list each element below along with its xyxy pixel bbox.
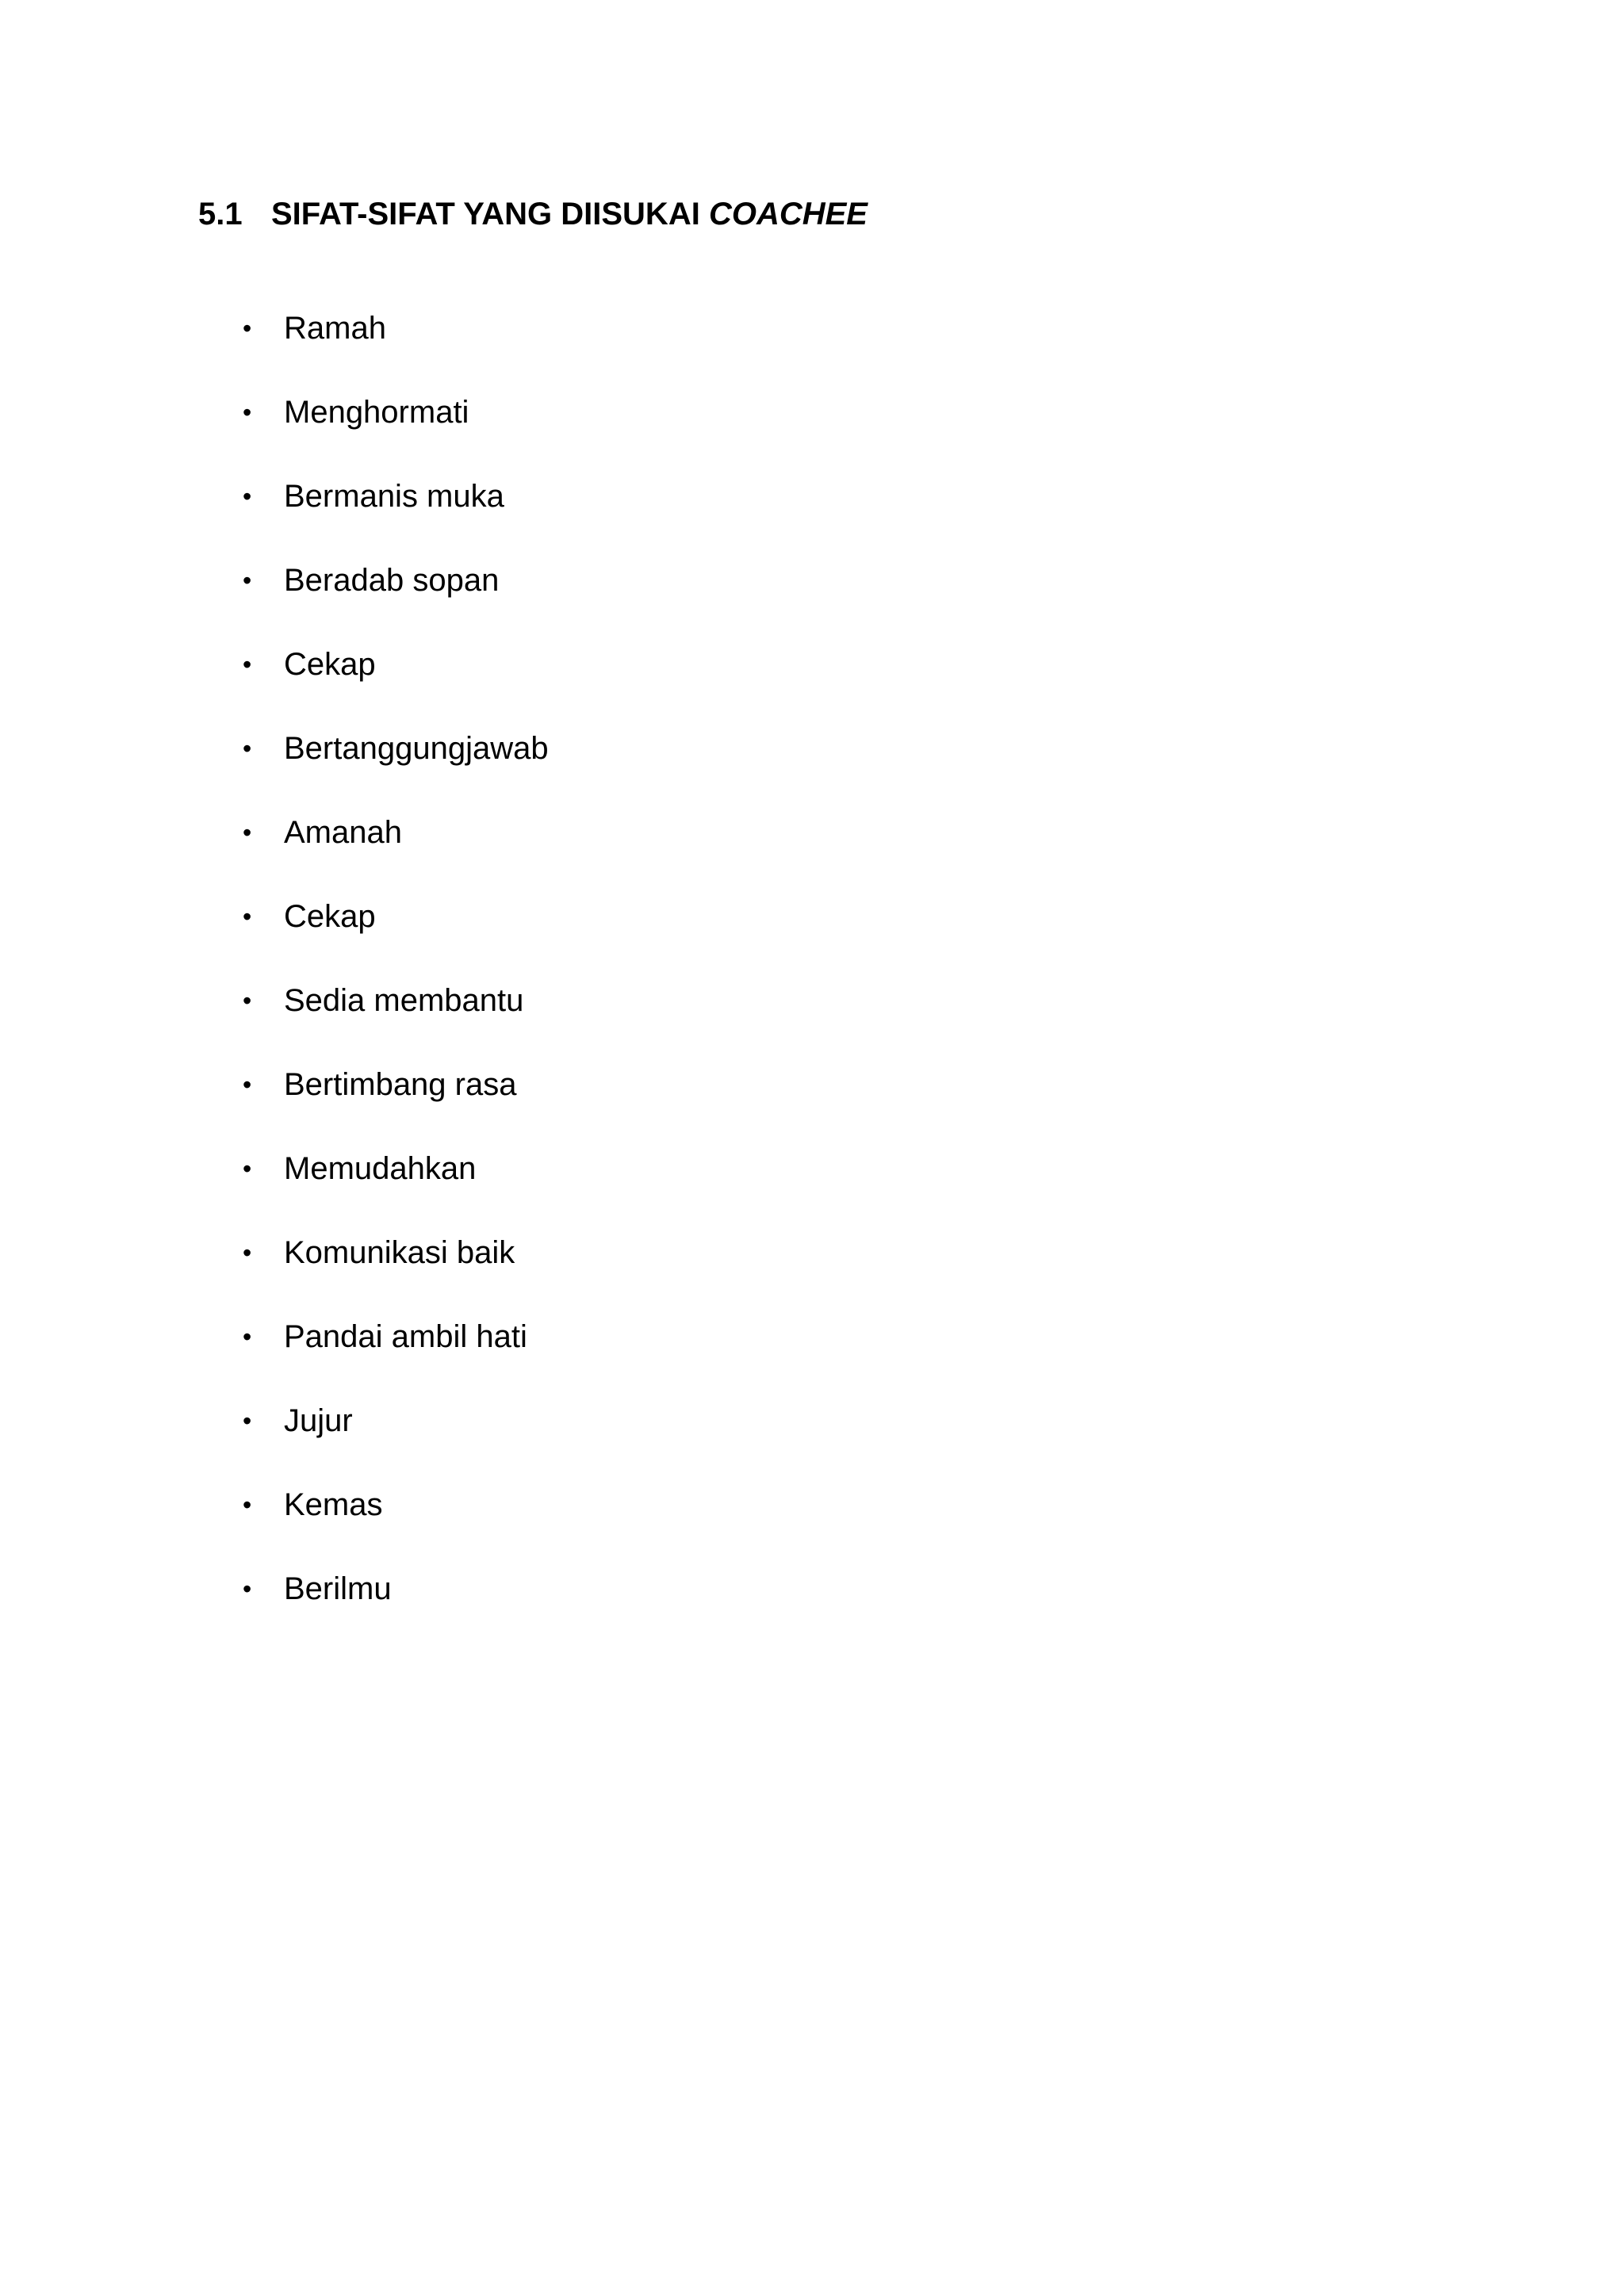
section-title-italic: COACHEE (708, 197, 868, 232)
section-title: SIFAT-SIFAT YANG DIISUKAI (271, 197, 709, 232)
bullet-icon: • (243, 902, 252, 931)
bullet-icon: • (243, 398, 252, 427)
list-item (243, 1565, 549, 1649)
list-item-label: Menghormati (284, 395, 469, 430)
list-item-label: Cekap (284, 647, 376, 682)
list-item-label: Pandai ambil hati (284, 1319, 527, 1354)
trait-list (243, 304, 549, 1649)
list-item (243, 1229, 549, 1313)
list-item (243, 809, 549, 893)
bullet-icon: • (243, 818, 252, 847)
list-item-label: Memudahkan (284, 1151, 477, 1186)
bullet-icon: • (243, 1406, 252, 1435)
bullet-icon: • (243, 734, 252, 763)
bullet-icon: • (243, 1575, 252, 1603)
list-item-label: Kemas (284, 1487, 383, 1522)
list-item (243, 1481, 549, 1565)
bullet-icon: • (243, 650, 252, 679)
list-item-label: Sedia membantu (284, 983, 524, 1018)
list-item-label: Komunikasi baik (284, 1235, 515, 1270)
list-item-label: Jujur (284, 1403, 353, 1438)
bullet-icon: • (243, 482, 252, 511)
list-item-label: Bertimbang rasa (284, 1067, 517, 1102)
bullet-icon: • (243, 1070, 252, 1099)
list-item-label: Cekap (284, 899, 376, 934)
list-item-label: Amanah (284, 815, 402, 850)
bullet-icon: • (243, 566, 252, 595)
bullet-icon: • (243, 1154, 252, 1183)
bullet-icon: • (243, 1490, 252, 1519)
list-item (243, 1061, 549, 1145)
list-item-label: Beradab sopan (284, 563, 500, 598)
list-item-label: Bermanis muka (284, 479, 504, 514)
list-item (243, 1397, 549, 1481)
list-item (243, 473, 549, 557)
bullet-icon: • (243, 1322, 252, 1351)
section-number: 5.1 (198, 197, 243, 232)
list-item (243, 388, 549, 473)
list-item (243, 893, 549, 977)
list-item (243, 977, 549, 1061)
bullet-icon: • (243, 314, 252, 342)
list-item-label: Bertanggungjawab (284, 731, 549, 766)
list-item (243, 557, 549, 641)
list-item (243, 1145, 549, 1229)
list-item (243, 641, 549, 725)
list-item (243, 725, 549, 809)
list-item (243, 304, 549, 388)
list-item-label: Berilmu (284, 1571, 392, 1606)
list-item-label: Ramah (284, 311, 386, 346)
bullet-icon: • (243, 986, 252, 1015)
section-heading (198, 190, 868, 238)
bullet-icon: • (243, 1238, 252, 1267)
list-item (243, 1313, 549, 1397)
